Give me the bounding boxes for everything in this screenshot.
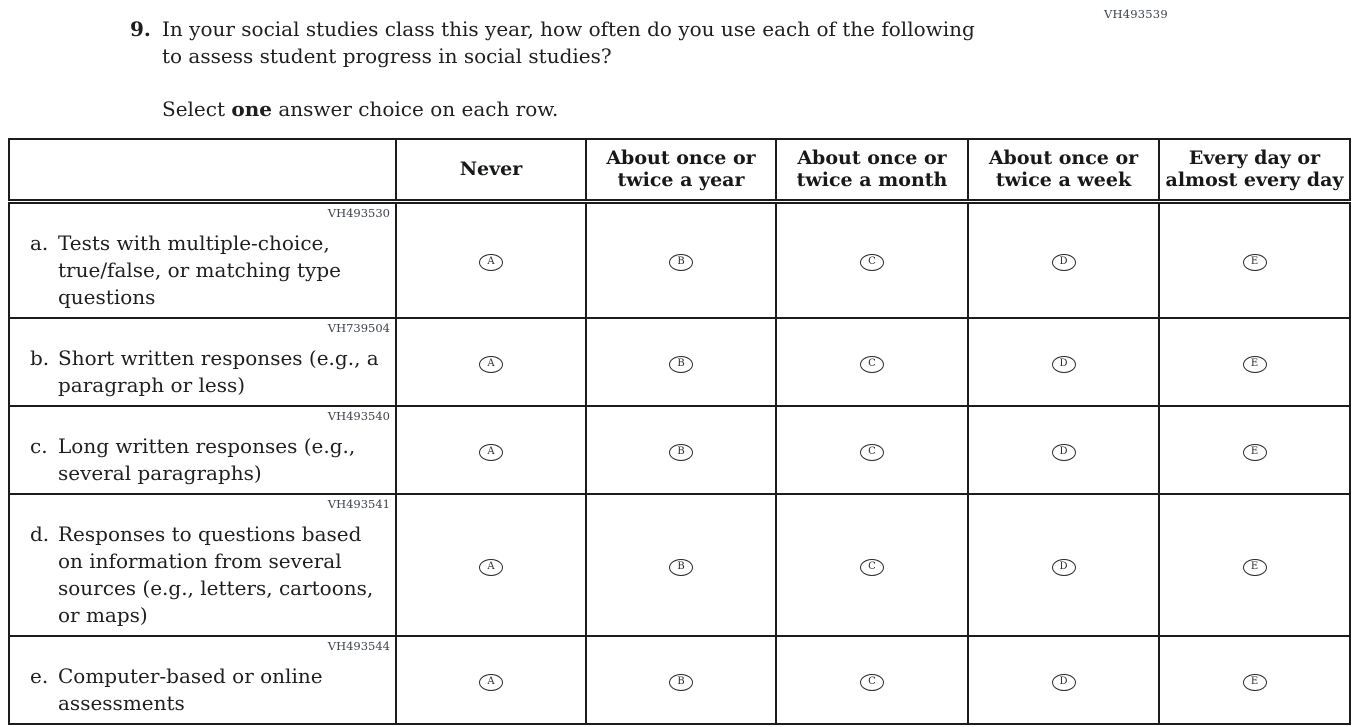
- question-block: [130, 16, 984, 123]
- table-row-a: [9, 201, 1350, 318]
- item-cell-b: [9, 318, 396, 406]
- answer-cell: [968, 201, 1159, 318]
- answer-bubble-a-twice-a-month[interactable]: C: [860, 254, 884, 271]
- question-accession-code: VH493539: [1104, 7, 1168, 21]
- answer-cell: [776, 636, 968, 724]
- item-cell-d: [9, 494, 396, 636]
- column-header-twice-a-week: About once or twice a week: [968, 139, 1159, 201]
- answer-bubble-a-never[interactable]: A: [479, 254, 503, 271]
- answer-bubble-e-twice-a-month[interactable]: C: [860, 674, 884, 691]
- answer-bubble-d-twice-a-week[interactable]: D: [1052, 559, 1076, 576]
- answer-bubble-d-never[interactable]: A: [479, 559, 503, 576]
- item-label: Computer-based or online assessments: [58, 664, 323, 715]
- answer-bubble-a-every-day[interactable]: E: [1243, 254, 1267, 271]
- column-header-twice-a-month: About once or twice a month: [776, 139, 968, 201]
- answer-cell: [586, 636, 776, 724]
- answer-bubble-d-twice-a-month[interactable]: C: [860, 559, 884, 576]
- answer-bubble-b-never[interactable]: A: [479, 356, 503, 373]
- item-code: VH493530: [327, 205, 390, 220]
- answer-cell: [968, 636, 1159, 724]
- item-label: Responses to questions based on information from several sources (e.g., letters, cartoons, or maps): [58, 522, 374, 627]
- answer-bubble-e-never[interactable]: A: [479, 674, 503, 691]
- item-code: VH739504: [327, 321, 390, 335]
- answer-cell: [776, 201, 968, 318]
- answer-cell: [586, 201, 776, 318]
- answer-cell: [1159, 494, 1350, 636]
- header-blank: [9, 139, 396, 201]
- answer-bubble-b-twice-a-year[interactable]: B: [669, 356, 693, 373]
- answer-cell: [968, 494, 1159, 636]
- item-letter: d.: [30, 522, 50, 546]
- answer-bubble-e-every-day[interactable]: E: [1243, 674, 1267, 691]
- item-code: VH493541: [327, 497, 390, 511]
- answer-cell: [776, 494, 968, 636]
- column-header-never: Never: [396, 139, 586, 201]
- question-text: In your social studies class this year, how often do you use each of the following to assess student progress in social studies?: [162, 17, 975, 68]
- answer-bubble-d-twice-a-year[interactable]: B: [669, 559, 693, 576]
- table-row-c: [9, 406, 1350, 494]
- item-label: Short written responses (e.g., a paragraph or less): [58, 346, 379, 397]
- answer-cell: [776, 406, 968, 494]
- answer-cell: [776, 318, 968, 406]
- answer-cell: [1159, 201, 1350, 318]
- item-label: Tests with multiple-choice, true/false, or matching type questions: [58, 230, 341, 309]
- answer-bubble-c-never[interactable]: A: [479, 444, 503, 461]
- item-letter: c.: [30, 434, 48, 458]
- answer-bubble-c-twice-a-year[interactable]: B: [669, 444, 693, 461]
- answer-cell: [396, 201, 586, 318]
- item-cell-e: [9, 636, 396, 724]
- answer-bubble-d-every-day[interactable]: E: [1243, 559, 1267, 576]
- item-code: VH493544: [327, 639, 390, 653]
- answer-cell: [586, 318, 776, 406]
- answer-cell: [396, 494, 586, 636]
- answer-bubble-c-twice-a-week[interactable]: D: [1052, 444, 1076, 461]
- answer-bubble-a-twice-a-year[interactable]: B: [669, 254, 693, 271]
- answer-bubble-b-every-day[interactable]: E: [1243, 356, 1267, 373]
- answer-bubble-a-twice-a-week[interactable]: D: [1052, 254, 1076, 271]
- item-letter: a.: [30, 230, 49, 255]
- question-number: 9.: [130, 17, 151, 41]
- answer-bubble-b-twice-a-month[interactable]: C: [860, 356, 884, 373]
- table-row-b: [9, 318, 1350, 406]
- question-instruction: [162, 96, 984, 123]
- item-letter: b.: [30, 346, 50, 370]
- answer-cell: [586, 406, 776, 494]
- answer-cell: [396, 406, 586, 494]
- answer-cell: [1159, 406, 1350, 494]
- answer-cell: [1159, 636, 1350, 724]
- table-header-row: [9, 139, 1350, 201]
- answer-cell: [968, 406, 1159, 494]
- answer-cell: [396, 636, 586, 724]
- answer-bubble-e-twice-a-year[interactable]: B: [669, 674, 693, 691]
- answer-cell: [586, 494, 776, 636]
- answer-bubble-b-twice-a-week[interactable]: D: [1052, 356, 1076, 373]
- instruction-suffix: answer choice on each row.: [271, 97, 559, 121]
- answer-cell: [1159, 318, 1350, 406]
- answer-cell: [396, 318, 586, 406]
- item-cell-a: [9, 201, 396, 318]
- response-matrix-table: [8, 138, 1351, 725]
- instruction-prefix: Select: [162, 97, 232, 121]
- item-label: Long written responses (e.g., several paragraphs): [58, 434, 356, 485]
- item-letter: e.: [30, 664, 49, 688]
- answer-bubble-c-every-day[interactable]: E: [1243, 444, 1267, 461]
- instruction-bold: one: [231, 97, 272, 121]
- item-code: VH493540: [327, 409, 390, 423]
- table-row-e: [9, 636, 1350, 724]
- item-cell-c: [9, 406, 396, 494]
- answer-cell: [968, 318, 1159, 406]
- column-header-every-day: Every day or almost every day: [1159, 139, 1350, 201]
- answer-bubble-c-twice-a-month[interactable]: C: [860, 444, 884, 461]
- answer-bubble-e-twice-a-week[interactable]: D: [1052, 674, 1076, 691]
- column-header-twice-a-year: About once or twice a year: [586, 139, 776, 201]
- table-row-d: [9, 494, 1350, 636]
